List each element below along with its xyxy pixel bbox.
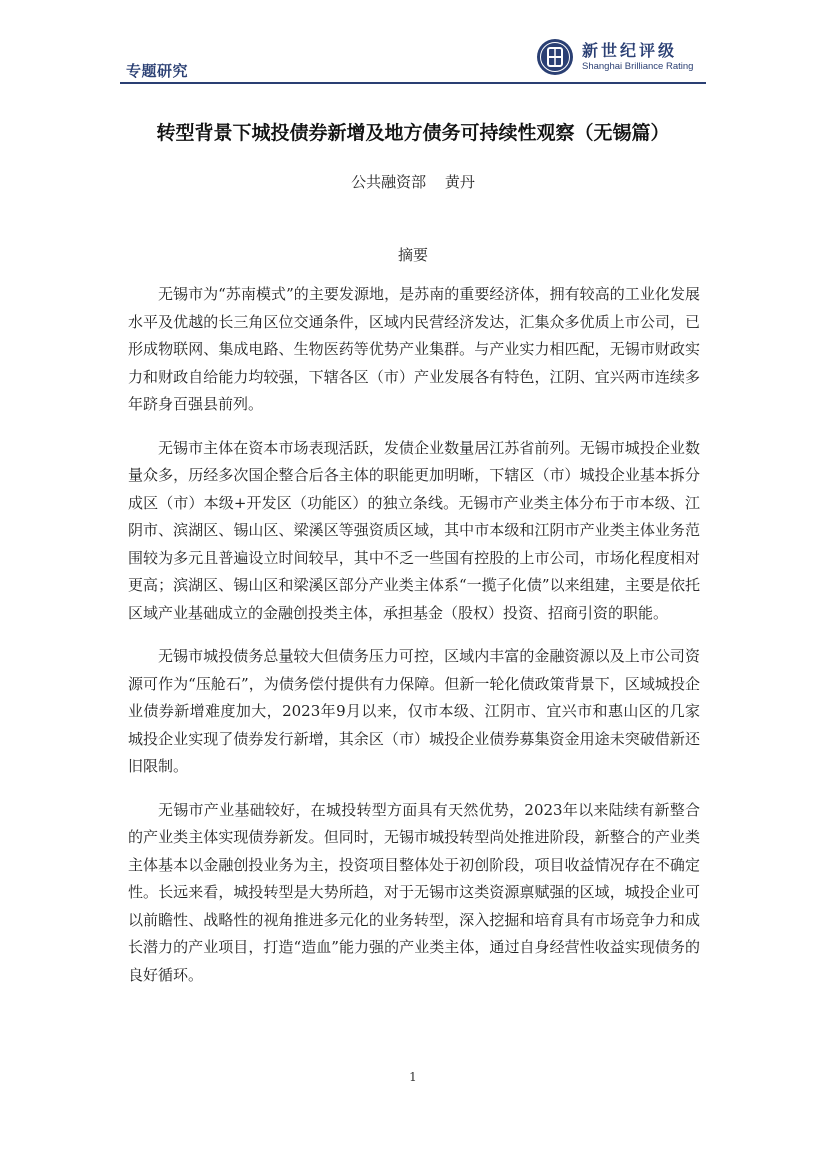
abstract-paragraph: 无锡市主体在资本市场表现活跃，发债企业数量居江苏省前列。无锡市城投企业数量众多，历经多次国企整合后各主体的职能更加明晰，下辖区（市）城投企业基本拆分成区（市）本级+开发区（功能区）的独立条线。无锡市产业类主体分布于市本级、江阴市、滨湖区、锡山区、梁溪区等强资质区域，其中市本级和江阴市产业类主体业务范围较为多元且普遍设立时间较早，其中不乏一些国有控股的上市公司，市场化程度相对更高；滨湖区、锡山区和梁溪区部分产业类主体系“一揽子化债”以来组建，主要是依托区域产业基础成立的金融创投类主体，承担基金（股权）投资、招商引资的职能。 [128, 438, 700, 622]
abstract-paragraph: 无锡市城投债务总量较大但债务压力可控，区域内丰富的金融资源以及上市公司资源可作为“压舱石”，为债务偿付提供有力保障。但新一轮化债政策背景下，区域城投企业债券新增难度加大，2023年9月以来，仅市本级、江阴市、宜兴市和惠山区的几家城投企业实现了债券发行新增，其余区（市）城投企业债券募集资金用途未突破借新还旧限制。 [128, 647, 700, 775]
document-title: 转型背景下城投债券新增及地方债务可持续性观察（无锡篇） [156, 122, 670, 144]
page-header [120, 30, 706, 86]
header-divider [120, 82, 706, 84]
brand-logo [536, 36, 706, 78]
abstract-body [128, 281, 700, 1005]
author-line: 公共融资部 黄丹 [351, 173, 475, 191]
page-number: 1 [409, 1070, 417, 1084]
abstract-paragraph: 无锡市产业基础较好，在城投转型方面具有天然优势，2023年以来陆续有新整合的产业类主体实现债券新发。但同时，无锡市城投转型尚处推进阶段，新整合的产业类主体基本以金融创投业务为主，投资项目整体处于初创阶段，项目收益情况存在不确定性。长远来看，城投转型是大势所趋，对于无锡市这类资源禀赋强的区域，城投企业可以前瞻性、战略性的视角推进多元化的业务转型，深入挖掘和培育具有市场竞争力和成长潜力的产业项目，打造“造血”能力强的产业类主体，通过自身经营性收益实现债务的良好循环。 [128, 800, 700, 984]
brilliance-rating-logo-icon [536, 38, 574, 76]
section-label: 专题研究 [126, 62, 189, 80]
logo-english-name: Shanghai Brilliance Rating [582, 61, 694, 72]
abstract-heading: 摘要 [397, 246, 428, 264]
abstract-paragraph: 无锡市为“苏南模式”的主要发源地，是苏南的重要经济体，拥有较高的工业化发展水平及优越的长三角区位交通条件，区域内民营经济发达，汇集众多优质上市公司，已形成物联网、集成电路、生物医药等优势产业集群。与产业实力相匹配，无锡市财政实力和财政自给能力均较强，下辖各区（市）产业发展各有特色，江阴、宜兴两市连续多年跻身百强县前列。 [128, 285, 700, 413]
logo-chinese-name: 新世纪评级 [582, 41, 678, 60]
